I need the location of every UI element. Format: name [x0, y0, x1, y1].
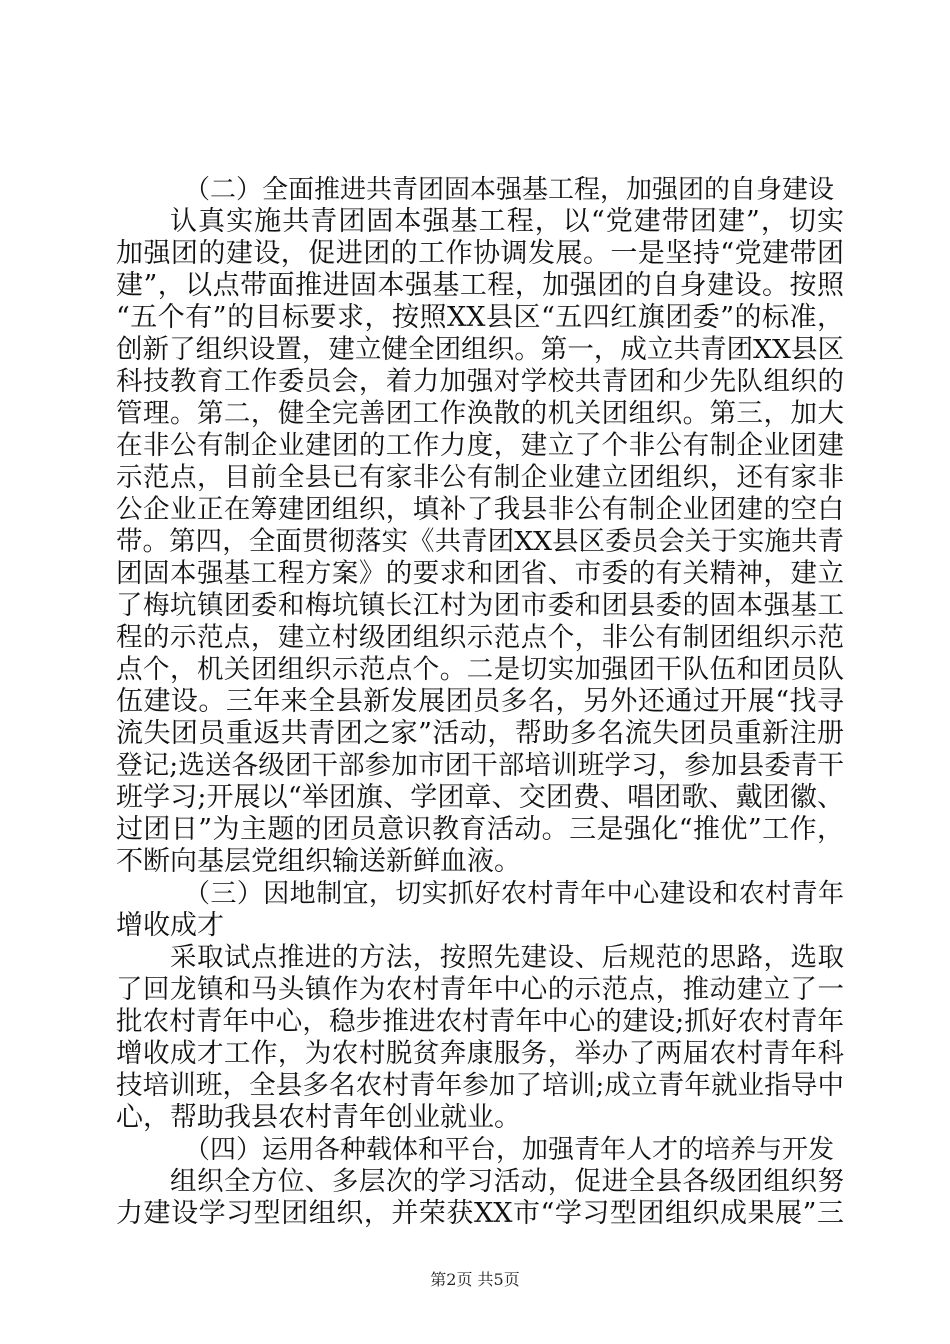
paragraph-line: 力建设学习型团组织，并荣获XX市“学习型团组织成果展”三	[116, 1198, 844, 1229]
paragraph-line: 增收成才工作，为农村脱贫奔康服务，举办了两届农村青年科	[116, 1038, 844, 1069]
paragraph-line: 管理。第二，健全完善团工作涣散的机关团组织。第三，加大	[116, 398, 844, 429]
page-number: 第2页 共5页	[430, 1270, 520, 1289]
section-heading-2: （二）全面推进共青团固本强基工程，加强团的自身建设	[184, 175, 835, 205]
paragraph-line: 批农村青年中心，稳步推进农村青年中心的建设;抓好农村青年	[116, 1006, 844, 1037]
paragraph-line: 不断向基层党组织输送新鲜血液。	[116, 846, 521, 877]
section-heading-3: （三）因地制宜，切实抓好农村青年中心建设和农村青年	[184, 879, 844, 909]
paragraph-line: 程的示范点，建立村级团组织示范点个，非公有制团组织示范	[116, 622, 844, 653]
paragraph-line: 公企业正在筹建团组织，填补了我县非公有制企业团建的空白	[116, 494, 844, 525]
paragraph-line: 流失团员重返共青团之家”活动，帮助多名流失团员重新注册	[116, 718, 844, 749]
paragraph-line: 了回龙镇和马头镇作为农村青年中心的示范点，推动建立了一	[116, 974, 844, 1005]
paragraph-line: “五个有”的目标要求，按照XX县区“五四红旗团委”的标准，	[116, 302, 844, 333]
paragraph-line: 心，帮助我县农村青年创业就业。	[116, 1102, 521, 1133]
paragraph-line: 示范点，目前全县已有家非公有制企业建立团组织，还有家非	[116, 462, 844, 493]
paragraph-line: 伍建设。三年来全县新发展团员多名，另外还通过开展“找寻	[116, 686, 844, 717]
paragraph-line: 技培训班，全县多名农村青年参加了培训;成立青年就业指导中	[116, 1070, 844, 1101]
paragraph-line: 采取试点推进的方法，按照先建设、后规范的思路，选取	[170, 942, 844, 973]
paragraph-line: 带。第四，全面贯彻落实《共青团XX县区委员会关于实施共青	[116, 526, 844, 557]
paragraph-line: 加强团的建设，促进团的工作协调发展。一是坚持“党建带团	[116, 238, 844, 269]
paragraph-line: 组织全方位、多层次的学习活动，促进全县各级团组织努	[170, 1166, 844, 1197]
paragraph-line: 团固本强基工程方案》的要求和团省、市委的有关精神，建立	[116, 558, 844, 589]
paragraph-line: 创新了组织设置，建立健全团组织。第一，成立共青团XX县区	[116, 334, 844, 365]
paragraph-line: 建”，以点带面推进固本强基工程，加强团的自身建设。按照	[116, 270, 844, 301]
paragraph-line: 点个，机关团组织示范点个。二是切实加强团干队伍和团员队	[116, 654, 844, 685]
paragraph-line: 认真实施共青团固本强基工程，以“党建带团建”，切实	[170, 206, 844, 237]
paragraph-line: 了梅坑镇团委和梅坑镇长江村为团市委和团县委的固本强基工	[116, 590, 844, 621]
paragraph-line: 科技教育工作委员会，着力加强对学校共青团和少先队组织的	[116, 366, 844, 397]
section-heading-3-cont: 增收成才	[116, 910, 224, 941]
paragraph-line: 登记;选送各级团干部参加市团干部培训班学习，参加县委青干	[116, 750, 844, 781]
paragraph-line: 班学习;开展以“举团旗、学团章、交团费、唱团歌、戴团徽、	[116, 782, 844, 813]
paragraph-line: 过团日”为主题的团员意识教育活动。三是强化“推优”工作，	[116, 814, 844, 845]
paragraph-line: 在非公有制企业建团的工作力度，建立了个非公有制企业团建	[116, 430, 844, 461]
section-heading-4: （四）运用各种载体和平台，加强青年人才的培养与开发	[184, 1135, 835, 1165]
